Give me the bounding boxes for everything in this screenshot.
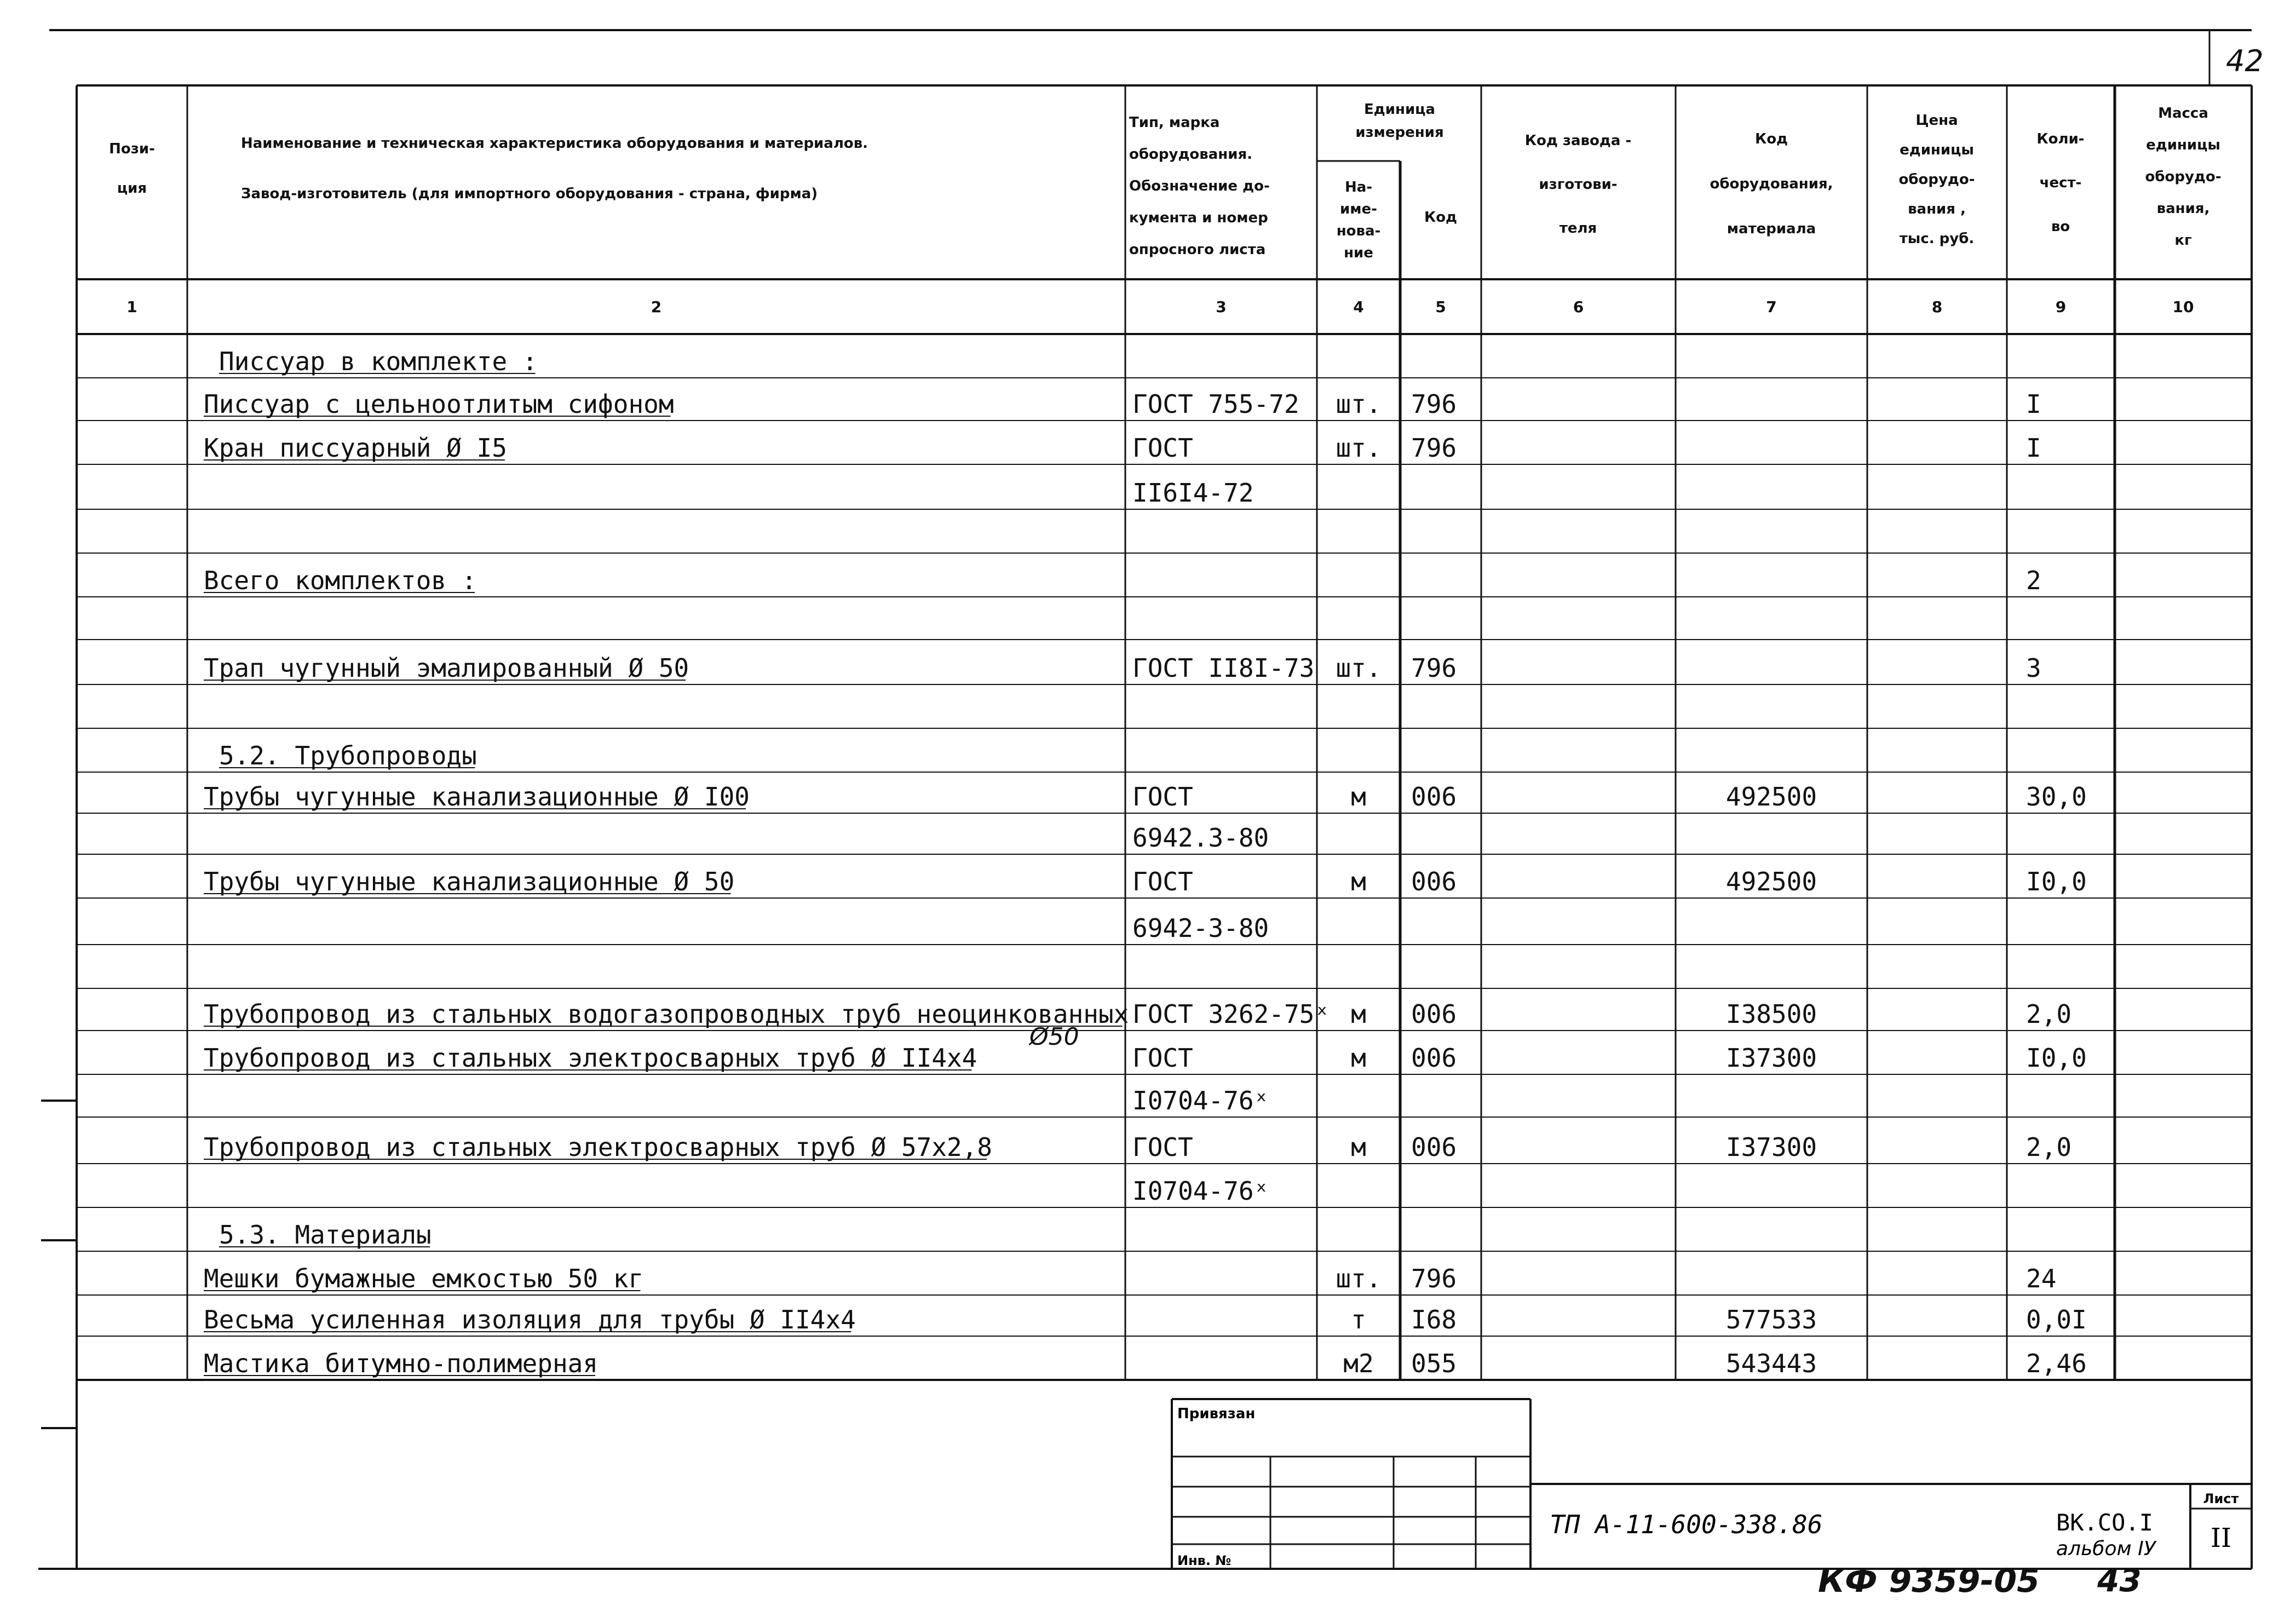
item-name: Мастика битумно-полимерная: [204, 1349, 599, 1378]
item-quantity: 30,0: [2026, 782, 2087, 812]
column-header-text: оборудования,: [1710, 176, 1833, 192]
item-unit: м2: [1343, 1349, 1374, 1378]
column-header-text: во: [2051, 218, 2070, 235]
column-header-text: кг: [2174, 232, 2192, 249]
stamp-album: альбом IУ: [2056, 1538, 2156, 1560]
item-unit-code: 006: [1411, 782, 1457, 812]
item-equipment-code: 492500: [1725, 782, 1817, 812]
item-name: Трубы чугунные канализационные Ø 50: [204, 867, 735, 896]
unit-group-header: Единица: [1364, 101, 1435, 118]
column-number: 9: [2055, 298, 2067, 316]
item-type: ГОСТ 755-72: [1132, 389, 1299, 419]
stamp-project-code: ТП А-11-600-338.86: [1550, 1510, 1823, 1539]
unit-group-header: измерения: [1355, 124, 1444, 141]
item-name: Трубы чугунные канализационные Ø I00: [204, 782, 750, 812]
item-name: Писсуар в комплекте :: [219, 347, 538, 376]
column-header-text: кумента и номер: [1129, 210, 1268, 226]
item-quantity: I: [2026, 433, 2041, 463]
column-number: 7: [1766, 298, 1777, 316]
footer-handwritten-code: КФ 9359-05: [1818, 1562, 2040, 1600]
table-header: [109, 101, 2221, 261]
handwritten-note: Ø50: [1029, 1023, 1079, 1051]
stamp-sheet-label: Лист: [2203, 1491, 2239, 1506]
column-header-text: вания ,: [1908, 201, 1966, 217]
column-header-text: ция: [117, 180, 147, 197]
item-type: 6942-3-80: [1132, 913, 1269, 943]
item-type: ГОСТ: [1132, 1043, 1193, 1073]
column-header-text: Обозначение до-: [1129, 178, 1270, 194]
item-unit-code: 006: [1411, 999, 1457, 1029]
item-type: 6942.3-80: [1132, 823, 1269, 853]
column-header-text: опросного листа: [1129, 241, 1266, 258]
item-type: ГОСТ: [1132, 433, 1193, 463]
item-unit: м: [1351, 1132, 1366, 1162]
column-number: 10: [2172, 298, 2194, 316]
item-unit-code: I68: [1411, 1305, 1457, 1334]
item-type: ГОСТ: [1132, 782, 1193, 812]
column-number: 2: [651, 298, 662, 316]
item-equipment-code: I37300: [1725, 1043, 1817, 1073]
column-header-text: На-: [1344, 179, 1373, 195]
item-quantity: I: [2026, 389, 2041, 419]
item-name: Трубопровод из стальных водогазопроводных труб неоцинкованных: [204, 999, 1129, 1029]
item-unit-code: 006: [1411, 1132, 1457, 1162]
item-equipment-code: I37300: [1725, 1132, 1817, 1162]
column-header-text: ние: [1344, 245, 1373, 261]
item-unit: т: [1351, 1305, 1366, 1334]
item-type: ГОСТ: [1132, 867, 1193, 896]
stamp-inv-label: Инв. №: [1177, 1553, 1232, 1568]
item-equipment-code: I38500: [1725, 999, 1817, 1029]
column-header-text: теля: [1559, 220, 1597, 237]
item-unit: шт.: [1336, 433, 1382, 463]
column-header-text: Завод-изготовитель (для импортного оборудования - страна, фирма): [241, 186, 818, 202]
column-header-text: Тип, марка: [1129, 114, 1220, 131]
column-header-text: Пози-: [109, 141, 155, 157]
column-header-text: чест-: [2039, 175, 2082, 191]
column-header-text: изготови-: [1539, 176, 1618, 193]
column-header-text: Масса: [2158, 105, 2208, 122]
item-type: ГОСТ 3262-75ˣ: [1132, 999, 1330, 1029]
item-name: Трубопровод из стальных электросварных труб Ø 57x2,8: [204, 1132, 993, 1162]
item-equipment-code: 543443: [1725, 1349, 1817, 1378]
column-header-text: оборудо-: [2145, 169, 2222, 185]
item-name: Всего комплектов :: [204, 566, 477, 595]
item-unit-code: 796: [1411, 653, 1457, 683]
item-quantity: 3: [2026, 653, 2041, 683]
item-name: Кран писсуарный Ø I5: [204, 433, 507, 463]
item-type: ГОСТ: [1132, 1132, 1193, 1162]
column-number: 4: [1353, 298, 1364, 316]
item-unit-code: 055: [1411, 1349, 1457, 1378]
column-header-text: единицы: [1900, 142, 1974, 158]
footer-page-number: 43: [2097, 1562, 2142, 1599]
item-unit: шт.: [1336, 653, 1382, 683]
item-name: Мешки бумажные емкостью 50 кг: [204, 1264, 644, 1293]
item-equipment-code: 492500: [1725, 867, 1817, 896]
item-quantity: 2,46: [2026, 1349, 2087, 1378]
column-header-text: оборудо-: [1898, 171, 1975, 188]
item-name: 5.3. Материалы: [219, 1220, 431, 1250]
column-header-text: нова-: [1336, 223, 1381, 239]
column-header-text: единицы: [2146, 137, 2220, 153]
item-unit-code: 796: [1411, 1264, 1457, 1293]
column-header-text: име-: [1340, 201, 1377, 217]
item-unit: шт.: [1336, 1264, 1382, 1293]
item-unit: м: [1351, 867, 1366, 896]
title-block: [38, 1380, 2252, 1569]
table-body: [204, 347, 2087, 1378]
column-header-text: Код: [1754, 131, 1788, 147]
column-header-text: Код завода -: [1524, 133, 1632, 149]
column-header-text: Код: [1424, 209, 1458, 226]
item-unit: шт.: [1336, 389, 1382, 419]
item-type: I0704-76ˣ: [1132, 1086, 1269, 1115]
item-quantity: 2: [2026, 566, 2041, 595]
column-number: 1: [126, 298, 137, 316]
column-number: 3: [1216, 298, 1227, 316]
item-unit-code: 796: [1411, 433, 1457, 463]
item-name: Трубопровод из стальных электросварных труб Ø II4x4: [204, 1043, 977, 1073]
column-header-text: материала: [1727, 221, 1816, 237]
item-quantity: 2,0: [2026, 1132, 2072, 1162]
column-header-text: оборудования.: [1129, 146, 1253, 163]
item-unit: м: [1351, 782, 1366, 812]
column-header-text: Цена: [1915, 112, 1958, 129]
column-header-text: вания,: [2156, 200, 2210, 217]
item-name: Весьма усиленная изоляция для трубы Ø II4x4: [204, 1305, 856, 1334]
column-header-text: Наименование и техническая характеристика оборудования и материалов.: [241, 135, 868, 152]
item-unit-code: 006: [1411, 1043, 1457, 1073]
item-unit-code: 796: [1411, 389, 1457, 419]
item-quantity: 24: [2026, 1264, 2057, 1293]
item-unit: м: [1351, 999, 1366, 1029]
item-quantity: I0,0: [2026, 1043, 2087, 1073]
item-quantity: 2,0: [2026, 999, 2072, 1029]
item-type: ГОСТ II8I-73: [1132, 653, 1315, 683]
column-numbers: [126, 298, 2194, 316]
item-name: Писсуар с цельноотлитым сифоном: [204, 389, 674, 419]
item-unit-code: 006: [1411, 867, 1457, 896]
stamp-doc-code: ВК.СО.I: [2056, 1509, 2154, 1536]
column-header-text: Коли-: [2036, 131, 2085, 147]
sheet-corner-number: 42: [2226, 44, 2264, 78]
column-number: 6: [1573, 298, 1584, 316]
item-quantity: I0,0: [2026, 867, 2087, 896]
item-name: 5.2. Трубопроводы: [219, 741, 477, 770]
item-equipment-code: 577533: [1725, 1305, 1817, 1334]
stamp-title: Привязан: [1177, 1406, 1256, 1422]
column-header-text: тыс. руб.: [1899, 231, 1975, 247]
item-name: Трап чугунный эмалированный Ø 50: [204, 653, 689, 683]
item-quantity: 0,0I: [2026, 1305, 2087, 1334]
item-unit: м: [1351, 1043, 1366, 1073]
stamp-sheet-number: II: [2211, 1523, 2231, 1553]
item-type: II6I4-72: [1132, 478, 1254, 508]
item-type: I0704-76ˣ: [1132, 1176, 1269, 1206]
column-number: 8: [1931, 298, 1943, 316]
column-number: 5: [1435, 298, 1446, 316]
